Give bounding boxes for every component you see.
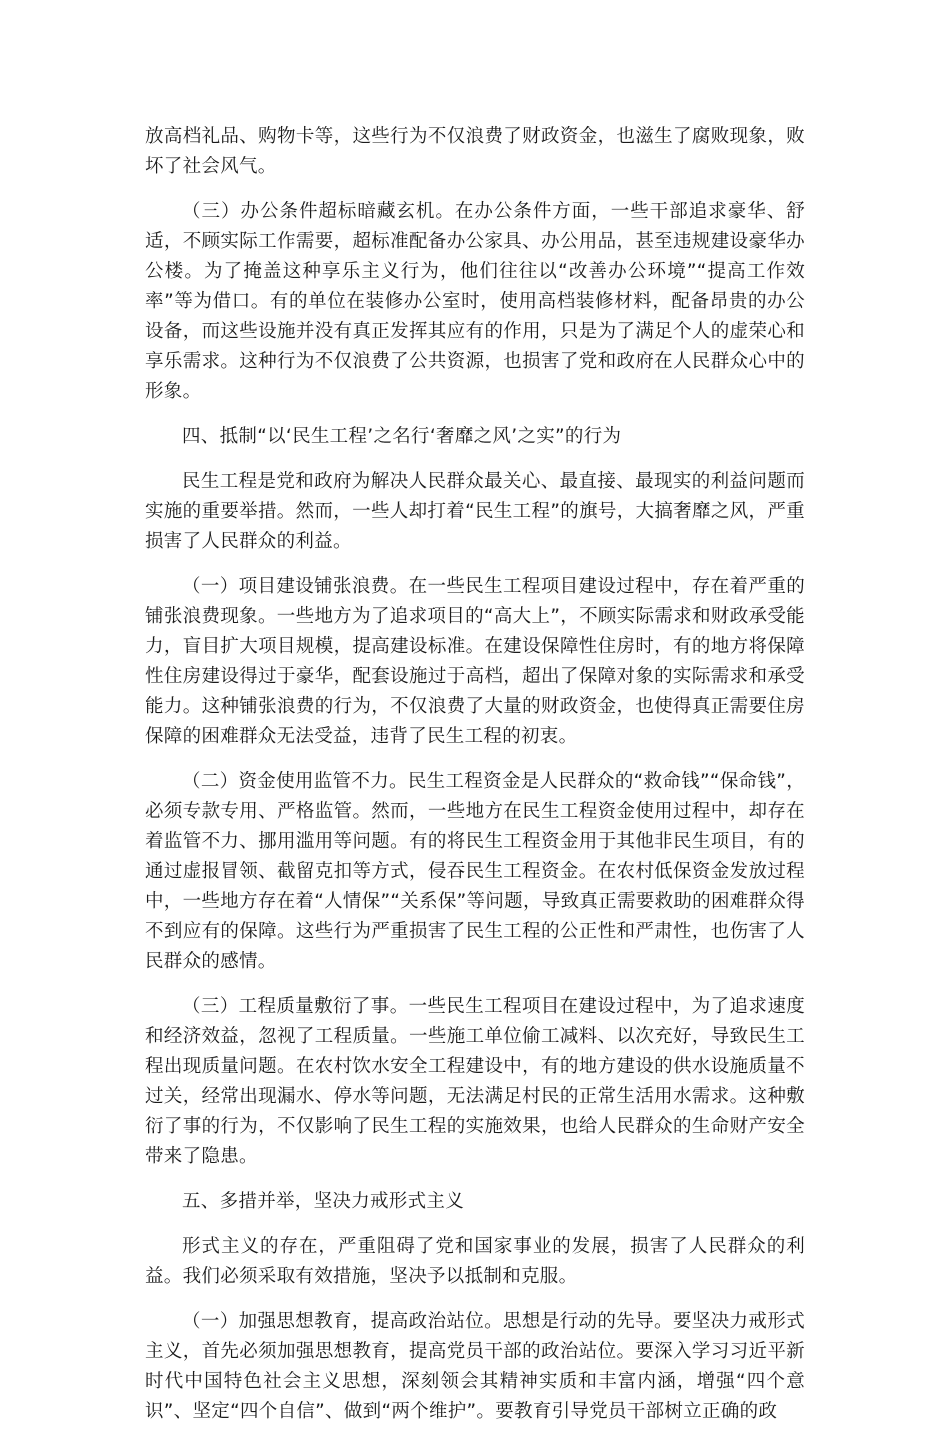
paragraph-project-waste: （一）项目建设铺张浪费。在一些民生工程项目建设过程中，存在着严重的铺张浪费现象。一些地方为了追求项目的“高大上”，不顾实际需求和财政承受能力，盲目扩大项目规模，提高建设标准。在建设保障性住房时，有的地方将保障性住房建设得过于豪华，配套设施过于高档，超出了保障对象的实际需求和承受能力。这种铺张浪费的行为，不仅浪费了大量的财政资金，也使得真正需要住房保障的困难群众无法受益，违背了民生工程的初衷。 bbox=[145, 576, 805, 747]
paragraph-ideological-education: （一）加强思想教育，提高政治站位。思想是行动的先导。要坚决力戒形式主义，首先必须加强思想教育，提高党员干部的政治站位。要深入学习习近平新时代中国特色社会主义思想，深刻领会其精神实质和丰富内涵，增强“四个意识”、坚定“四个自信”、做到“两个维护”。要教育引导党员干部树立正确的政 bbox=[145, 1311, 805, 1422]
paragraph-livelihood-intro: 民生工程是党和政府为解决人民群众最关心、最直接、最现实的利益问题而实施的重要举措。然而，一些人却打着“民生工程”的旗号，大搞奢靡之风，严重损害了人民群众的利益。 bbox=[145, 471, 805, 552]
paragraph-continuation: 放高档礼品、购物卡等，这些行为不仅浪费了财政资金，也滋生了腐败现象，败坏了社会风气。 bbox=[145, 126, 805, 177]
paragraph-formalism-intro: 形式主义的存在，严重阻碍了党和国家事业的发展，损害了人民群众的利益。我们必须采取有效措施，坚决予以抵制和克服。 bbox=[145, 1236, 805, 1287]
paragraph-fund-supervision: （二）资金使用监管不力。民生工程资金是人民群众的“救命钱”“保命钱”，必须专款专用、严格监管。然而，一些地方在民生工程资金使用过程中，却存在着监管不力、挪用滥用等问题。有的将民生工程资金用于其他非民生项目，有的通过虚报冒领、截留克扣等方式，侵吞民生工程资金。在农村低保资金发放过程中，一些地方存在着“人情保”“关系保”等问题，导致真正需要救助的困难群众得不到应有的保障。这些行为严重损害了民生工程的公正性和严肃性，也伤害了人民群众的感情。 bbox=[145, 771, 805, 972]
document-page bbox=[145, 122, 805, 1442]
section-heading-five: 五、多措并举，坚决力戒形式主义 bbox=[182, 1191, 465, 1212]
section-heading-four: 四、抵制“以‘民生工程’之名行‘奢靡之风’之实”的行为 bbox=[182, 426, 622, 447]
paragraph-project-quality: （三）工程质量敷衍了事。一些民生工程项目在建设过程中，为了追求速度和经济效益，忽视了工程质量。一些施工单位偷工减料、以次充好，导致民生工程出现质量问题。在农村饮水安全工程建设中，有的地方建设的供水设施质量不过关，经常出现漏水、停水等问题，无法满足村民的正常生活用水需求。这种敷衍了事的行为，不仅影响了民生工程的实施效果，也给人民群众的生命财产安全带来了隐患。 bbox=[145, 996, 805, 1167]
paragraph-office-conditions: （三）办公条件超标暗藏玄机。在办公条件方面，一些干部追求豪华、舒适，不顾实际工作需要，超标准配备办公家具、办公用品，甚至违规建设豪华办公楼。为了掩盖这种享乐主义行为，他们往往以“改善办公环境”“提高工作效率”等为借口。有的单位在装修办公室时，使用高档装修材料，配备昂贵的办公设备，而这些设施并没有真正发挥其应有的作用，只是为了满足个人的虚荣心和享乐需求。这种行为不仅浪费了公共资源，也损害了党和政府在人民群众心中的形象。 bbox=[145, 201, 805, 402]
